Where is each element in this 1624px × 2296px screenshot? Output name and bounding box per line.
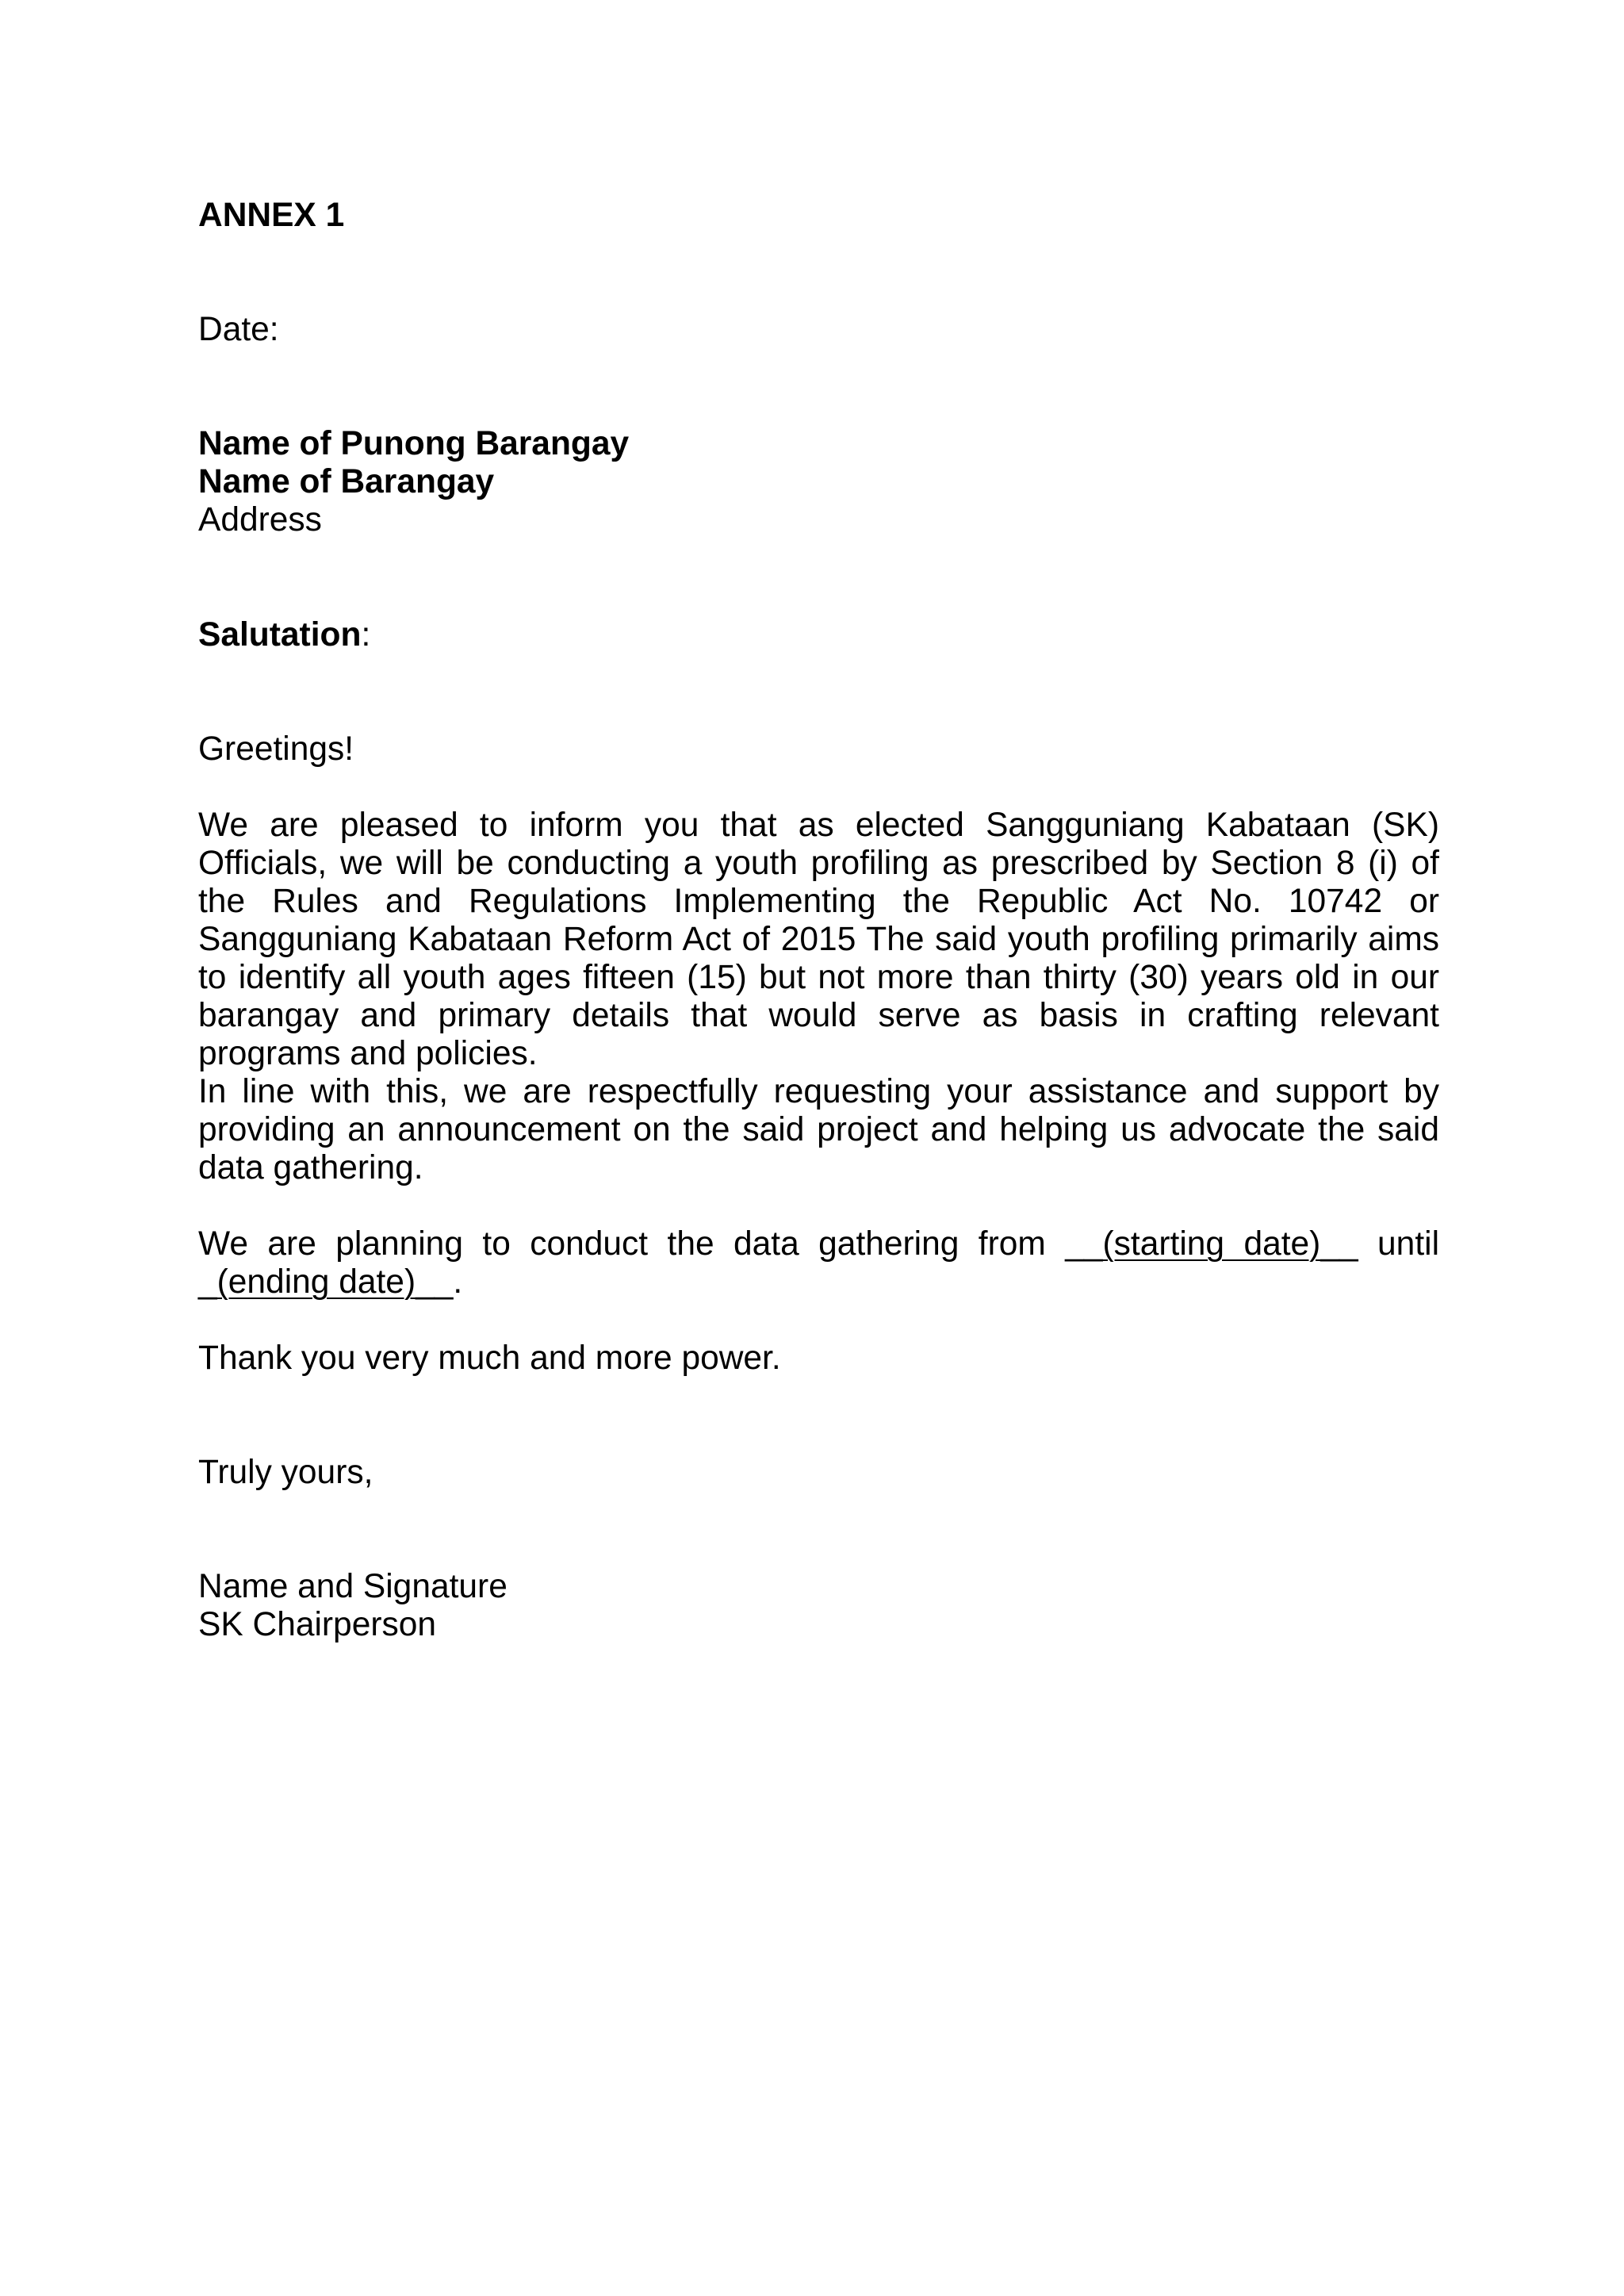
- salutation: [198, 616, 1439, 654]
- recipient-block: [198, 425, 1439, 539]
- recipient-name: Name of Punong Barangay: [198, 425, 630, 462]
- salutation-label: Salutation: [198, 616, 362, 654]
- schedule-text-after: .: [453, 1263, 463, 1301]
- signatory-block: [198, 1568, 1439, 1644]
- paragraph-request: In line with this, we are respectfully requesting your assistance and support by providing an announcement on the said project and helping us advocate the said data gathering.: [198, 1073, 1439, 1186]
- salutation-colon: :: [361, 616, 371, 654]
- paragraph-introduction: We are pleased to inform you that as elected Sangguniang Kabataan (SK) Officials, we will be conducting a youth profiling as prescribed by Section 8 (i) of the Rules and Regulations Implementing the Republic Act No. 10742 or Sangguniang Kabataan Reform Act of 2015 The said youth profiling primarily aims to identify all youth ages fifteen (15) but not more than thirty (30) years old in our barangay and primary details that would serve as basis in crafting relevant programs and policies.: [198, 807, 1439, 1072]
- schedule-text-before: We are planning to conduct the data gathering from: [198, 1225, 1066, 1263]
- starting-date-blank: __(starting date)__: [1065, 1225, 1358, 1263]
- date-label: Date:: [198, 311, 279, 348]
- complimentary-close: Truly yours,: [198, 1454, 373, 1491]
- closing-thanks: Thank you very much and more power.: [198, 1340, 781, 1377]
- annex-title: ANNEX 1: [198, 197, 345, 234]
- recipient-barangay: Name of Barangay: [198, 463, 495, 500]
- greeting: Greetings!: [198, 730, 354, 768]
- signatory-position: SK Chairperson: [198, 1606, 437, 1643]
- signatory-name-signature: Name and Signature: [198, 1568, 508, 1605]
- paragraph-schedule: [198, 1225, 1439, 1301]
- schedule-text-middle: until: [1358, 1225, 1440, 1263]
- recipient-address: Address: [198, 501, 322, 539]
- ending-date-blank: _(ending date)__: [198, 1263, 454, 1301]
